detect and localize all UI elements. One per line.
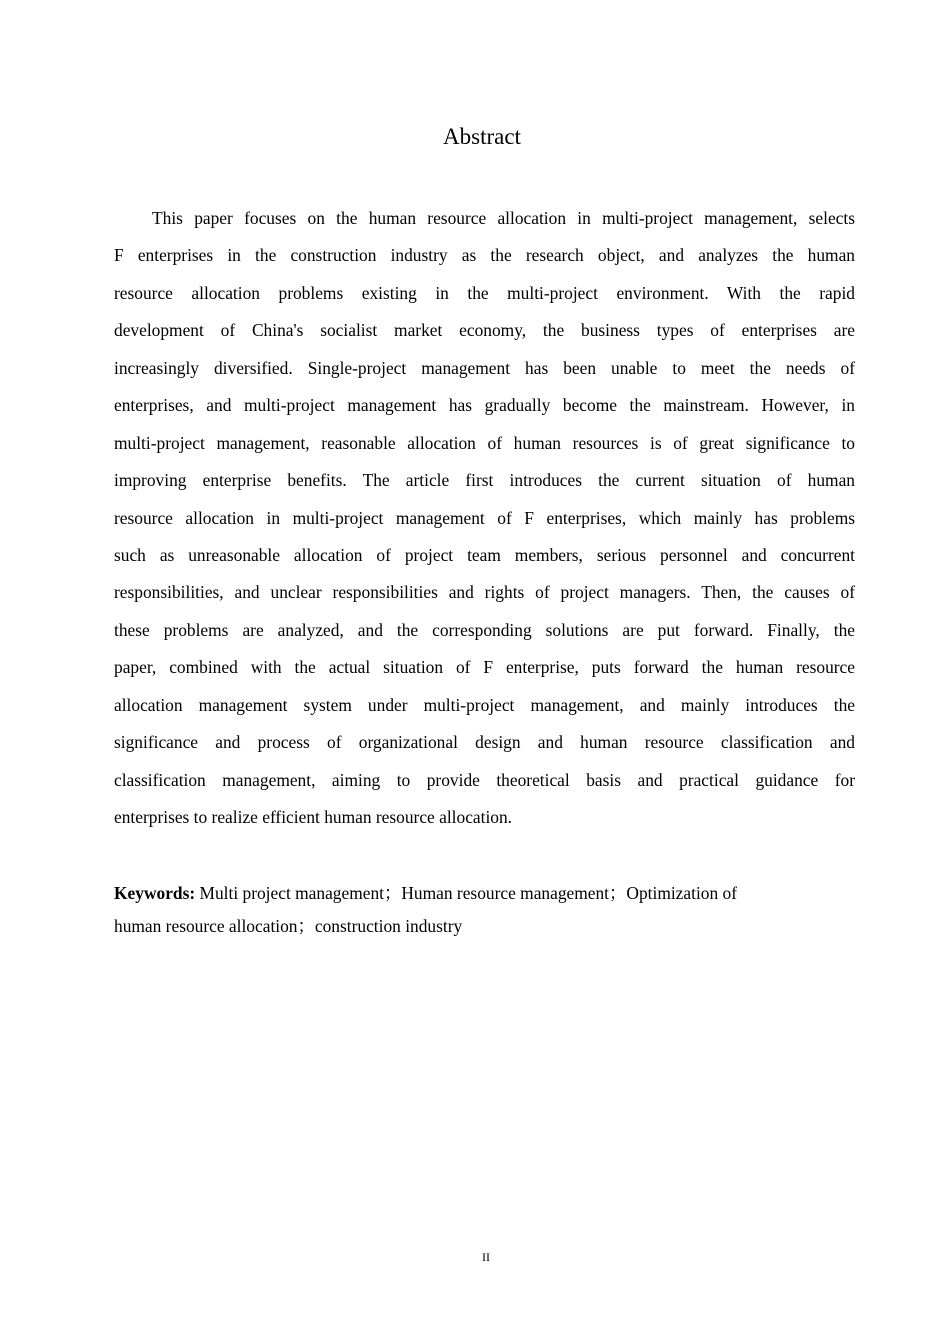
abstract-body — [114, 203, 855, 839]
abstract-title: Abstract — [443, 124, 521, 149]
abstract-line: paper, combined with the actual situation of F enterprise, puts forward the human resource — [114, 657, 855, 678]
abstract-line: multi-project management, reasonable allocation of human resources is of great significance to — [114, 432, 855, 453]
abstract-line: responsibilities, and unclear responsibilities and rights of project managers. Then, the causes of — [114, 582, 855, 603]
abstract-line: enterprises to realize efficient human resource allocation. — [114, 807, 513, 827]
abstract-line: resource allocation problems existing in the multi-project environment. With the rapid — [114, 282, 855, 303]
keywords-line: human resource allocation；construction industry — [114, 916, 463, 936]
abstract-line: resource allocation in multi-project management of F enterprises, which mainly has problems — [114, 507, 855, 528]
keywords-label: Keywords: — [114, 883, 196, 903]
abstract-line: This paper focuses on the human resource allocation in multi-project management, selects — [152, 208, 855, 228]
abstract-line: enterprises, and multi-project management has gradually become the mainstream. However, in — [114, 395, 855, 416]
keywords-text: Multi project management；Human resource management；Optimization of — [195, 883, 738, 903]
abstract-line: development of China's socialist market economy, the business types of enterprises are — [114, 320, 855, 341]
abstract-line: these problems are analyzed, and the corresponding solutions are put forward. Finally, the — [114, 619, 855, 640]
keywords-line — [114, 877, 855, 910]
abstract-line: improving enterprise benefits. The article first introduces the current situation of human — [114, 470, 855, 491]
abstract-line: F enterprises in the construction industry as the research object, and analyzes the human — [114, 245, 855, 266]
abstract-line: significance and process of organizational design and human resource classification and — [114, 732, 855, 753]
abstract-line: classification management, aiming to provide theoretical basis and practical guidance for — [114, 769, 855, 790]
keywords-section — [114, 877, 855, 943]
abstract-line: increasingly diversified. Single-project management has been unable to meet the needs of — [114, 357, 855, 378]
page-number: II — [482, 1250, 490, 1264]
abstract-line: such as unreasonable allocation of project team members, serious personnel and concurrent — [114, 544, 855, 565]
abstract-line: allocation management system under multi-project management, and mainly introduces the — [114, 694, 855, 715]
